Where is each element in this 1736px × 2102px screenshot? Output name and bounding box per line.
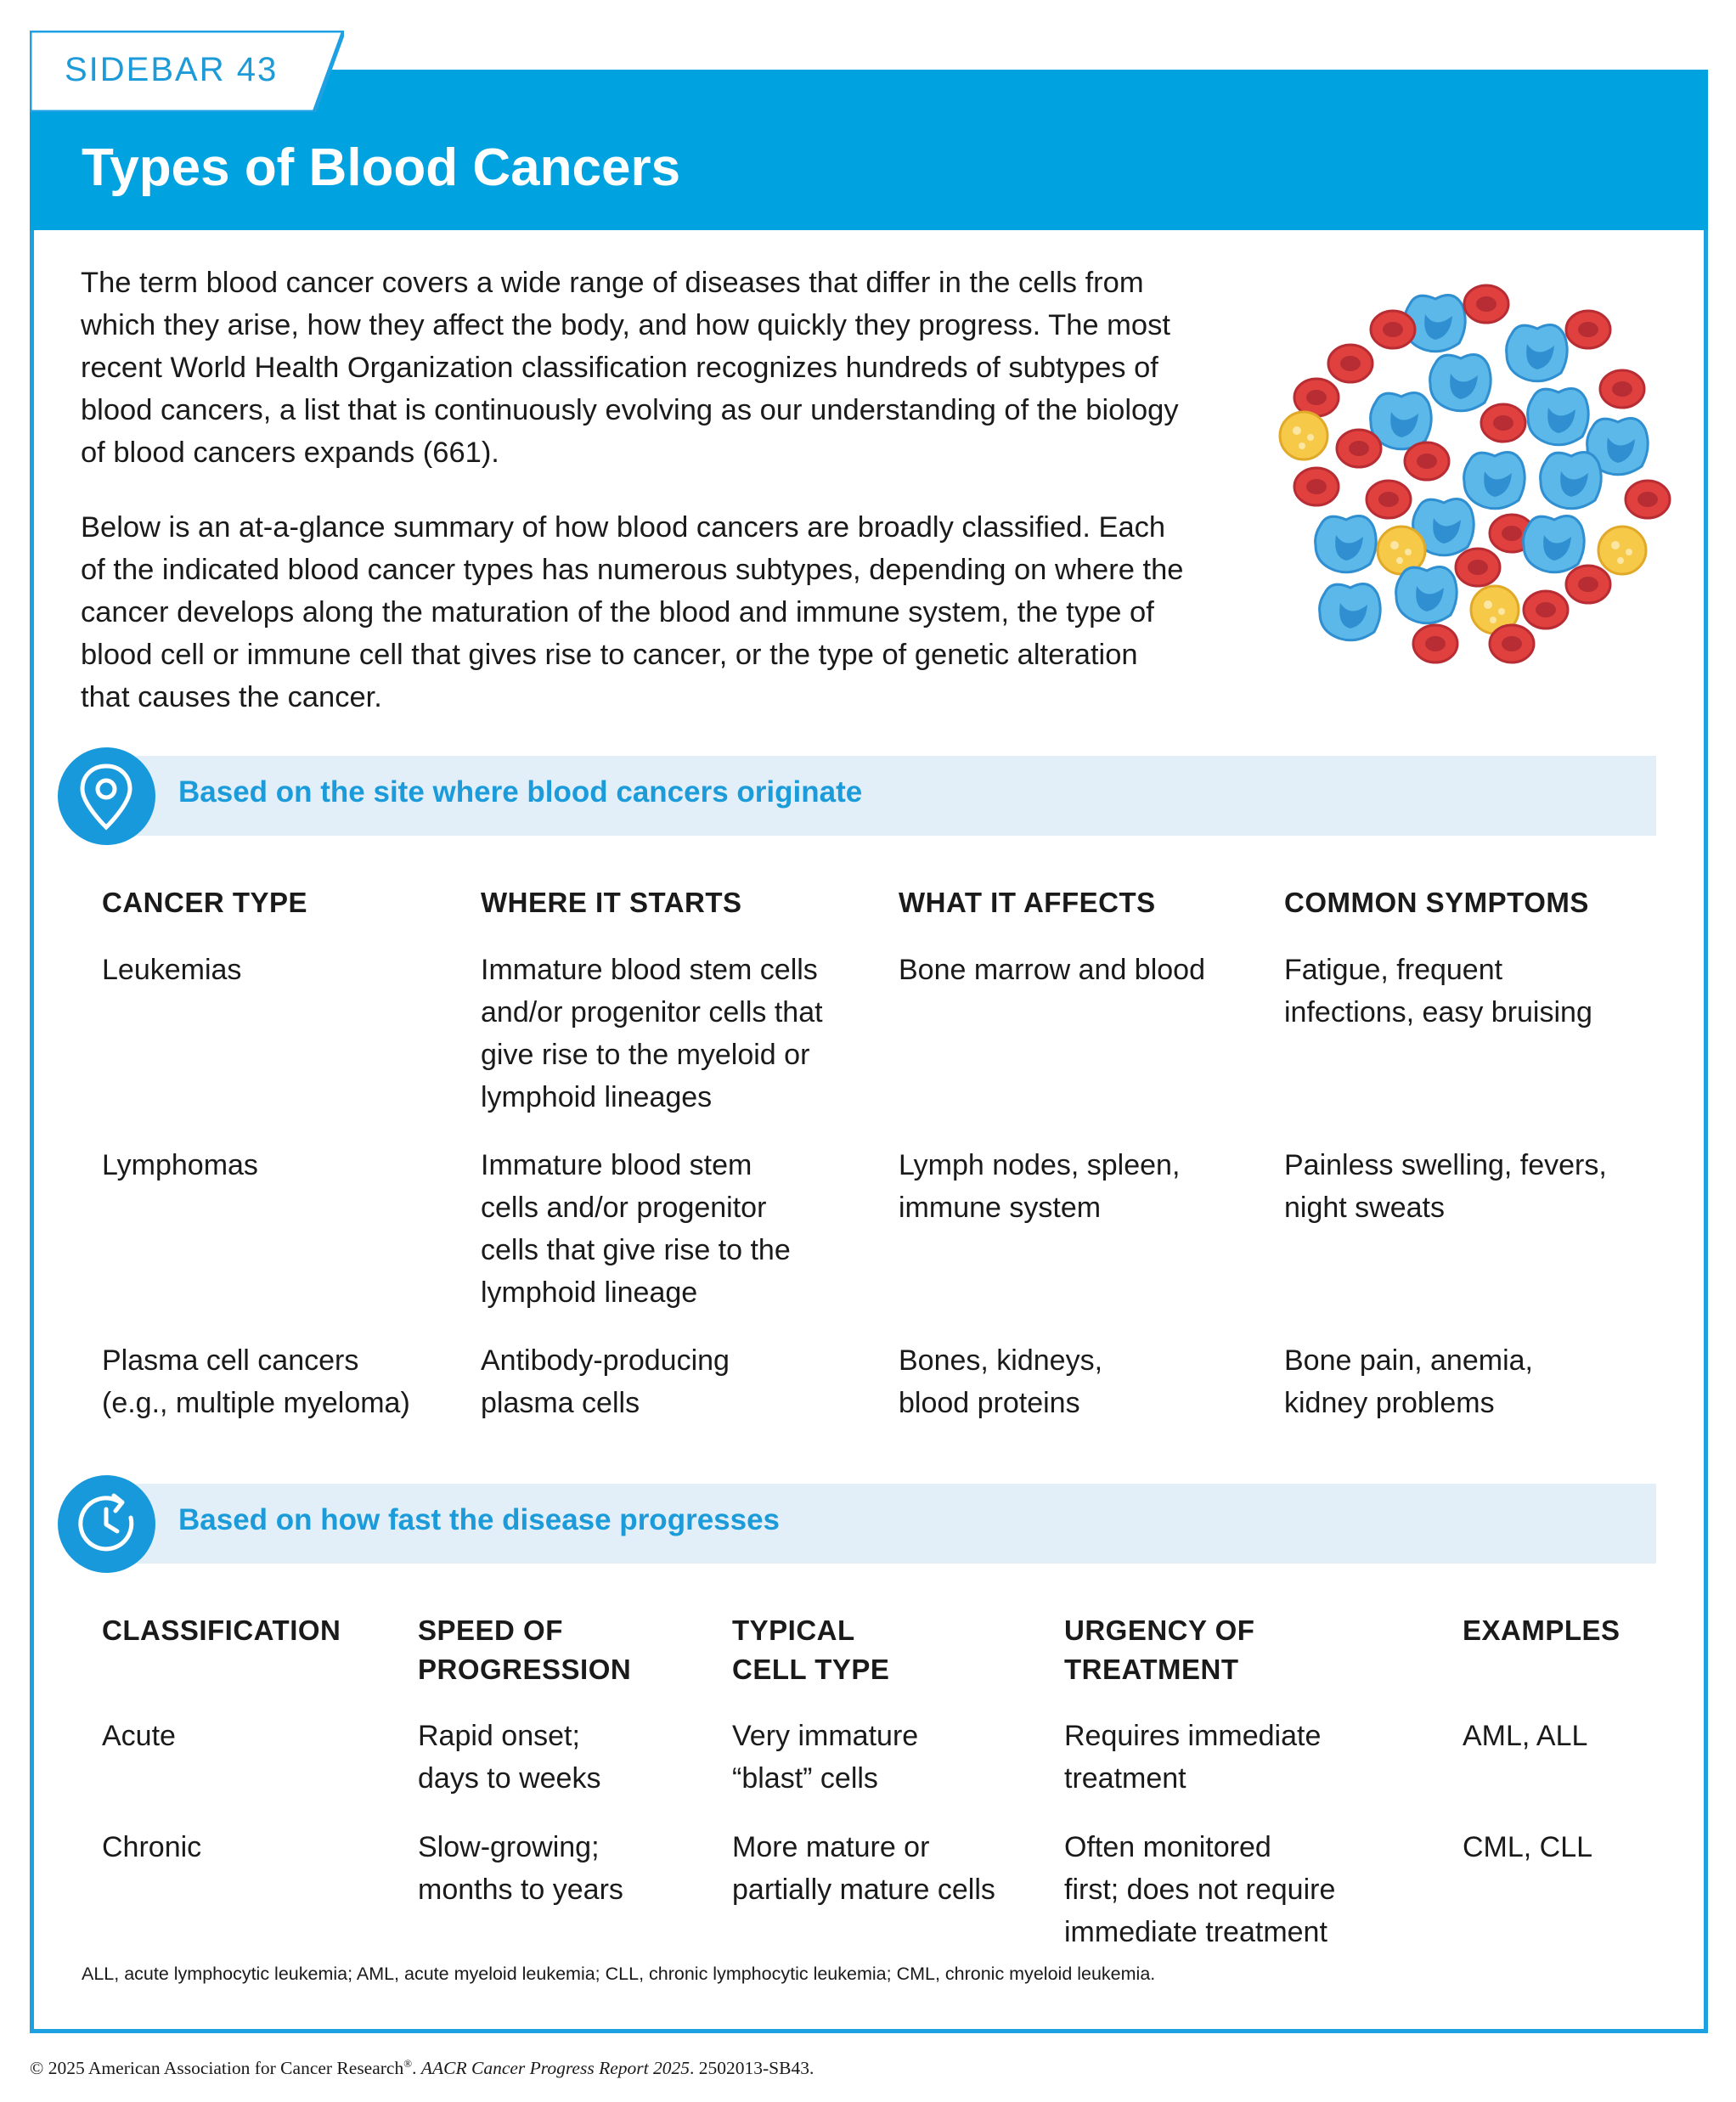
cell-line: days to weeks [418, 1762, 601, 1795]
cell-line: Chronic [102, 1831, 202, 1863]
header-line: SPEED OF [418, 1615, 563, 1646]
blood-cells-illustration [1265, 270, 1673, 678]
col-header-where-it-starts: WHERE IT STARTS [481, 887, 742, 918]
table-cell [899, 1339, 1102, 1424]
header-line: URGENCY OF [1064, 1615, 1255, 1646]
section-2-title: Based on how fast the disease progresses [178, 1503, 781, 1536]
cell-line: lymphoid lineages [481, 1081, 713, 1113]
table-cell [102, 1826, 201, 1868]
cell-line: Immature blood stem [481, 1149, 752, 1181]
intro-line: The term blood cancer covers a wide range of diseases that differ in the cells from [81, 267, 1144, 299]
header-line: CLASSIFICATION [102, 1615, 341, 1646]
cell-line: Slow-growing; [418, 1831, 600, 1863]
registered-mark: ® [403, 2057, 413, 2070]
intro-line: which they arise, how they affect the body, and how quickly they progress. The most [81, 309, 1170, 341]
header-line: PROGRESSION [418, 1654, 632, 1685]
table-cell [481, 1144, 791, 1314]
cell-line: immediate treatment [1064, 1916, 1327, 1948]
intro-line: Below is an at-a-glance summary of how blood cancers are broadly classified. Each [81, 511, 1166, 544]
table-cell [418, 1715, 600, 1800]
sidebar-tag: SIDEBAR 43 [65, 51, 279, 88]
section-1-badge [58, 747, 155, 845]
cell-line: Lymph nodes, spleen, [899, 1149, 1181, 1181]
table-cell [1064, 1826, 1335, 1953]
cell-line: immune system [899, 1192, 1102, 1224]
intro-line: blood cancers, a list that is continuously evolving as our understanding of the biology [81, 394, 1179, 426]
cell-line: Requires immediate [1064, 1720, 1322, 1752]
footnote: ALL, acute lymphocytic leukemia; AML, acute myeloid leukemia; CLL, chronic lymphocytic leukemia; CML, chronic myeloid leukemia. [82, 1964, 1156, 1984]
cell-line: Lymphomas [102, 1149, 258, 1181]
cell-line: Immature blood stem cells [481, 954, 818, 986]
header-line: TREATMENT [1064, 1654, 1239, 1685]
clock-icon [58, 1475, 155, 1573]
header-line: EXAMPLES [1463, 1615, 1620, 1646]
cell-line: More mature or [732, 1831, 930, 1863]
table-cell [1463, 1715, 1587, 1757]
table-cell [732, 1715, 918, 1800]
cell-line: Very immature [732, 1720, 919, 1752]
cell-line: “blast” cells [732, 1762, 878, 1795]
cell-line: Rapid onset; [418, 1720, 580, 1752]
table-cell [102, 949, 241, 991]
col-header-common-symptoms: COMMON SYMPTOMS [1284, 887, 1589, 918]
table-cell [1064, 1715, 1321, 1800]
header-line: TYPICAL [732, 1615, 855, 1646]
cell-line: Bones, kidneys, [899, 1344, 1103, 1377]
col-header-speed [418, 1611, 631, 1689]
cell-line: Antibody-producing [481, 1344, 730, 1377]
table-cell [481, 1339, 730, 1424]
intro-line: of the indicated blood cancer types has numerous subtypes, depending on where the [81, 554, 1184, 586]
cell-line: plasma cells [481, 1387, 640, 1419]
cell-line: Plasma cell cancers [102, 1344, 359, 1377]
cell-line: Leukemias [102, 954, 242, 986]
col-header-what-it-affects: WHAT IT AFFECTS [899, 887, 1156, 918]
cell-line: (e.g., multiple myeloma) [102, 1387, 410, 1419]
cell-line: AML, ALL [1463, 1720, 1588, 1752]
location-pin-icon [58, 747, 155, 845]
intro-line: cancer develops along the maturation of the blood and immune system, the type of [81, 596, 1154, 628]
report-title: AACR Cancer Progress Report 2025 [420, 2058, 690, 2079]
cell-line: partially mature cells [732, 1874, 995, 1906]
table-cell [732, 1826, 995, 1911]
cell-line: and/or progenitor cells that [481, 996, 823, 1028]
cell-line: kidney problems [1284, 1387, 1495, 1419]
cell-line: infections, easy bruising [1284, 996, 1592, 1028]
copyright [30, 2057, 814, 2079]
cell-line: Acute [102, 1720, 176, 1752]
cell-line: blood proteins [899, 1387, 1080, 1419]
copyright-suffix: . 2502013-SB43. [689, 2058, 814, 2079]
intro-line: blood cell or immune cell that gives rise to cancer, or the type of genetic alteration [81, 639, 1138, 671]
table-cell [1284, 1144, 1607, 1229]
intro-line: of blood cancers expands (661). [81, 437, 499, 469]
table-cell [102, 1144, 258, 1186]
cell-line: night sweats [1284, 1192, 1445, 1224]
cell-line: months to years [418, 1874, 623, 1906]
section-2-badge [58, 1475, 155, 1573]
col-header-cell-type [732, 1611, 889, 1689]
cell-line: Fatigue, frequent [1284, 954, 1503, 986]
cell-line: Often monitored [1064, 1831, 1271, 1863]
table-cell [102, 1715, 176, 1757]
table-cell [899, 949, 1205, 991]
cell-line: Painless swelling, fevers, [1284, 1149, 1607, 1181]
table-cell [1284, 949, 1592, 1034]
copyright-sep: . [412, 2058, 421, 2079]
cell-line: first; does not require [1064, 1874, 1336, 1906]
intro-line: recent World Health Organization classification recognizes hundreds of subtypes of [81, 352, 1158, 384]
col-header-classification [102, 1611, 341, 1650]
col-header-urgency [1064, 1611, 1254, 1689]
cell-line: Bone pain, anemia, [1284, 1344, 1533, 1377]
page-title: Types of Blood Cancers [82, 138, 681, 197]
intro-paragraph-1 [81, 262, 1270, 474]
cell-line: treatment [1064, 1762, 1186, 1795]
table-cell [1463, 1826, 1592, 1868]
cell-line: Bone marrow and blood [899, 954, 1206, 986]
table-cell [102, 1339, 410, 1424]
cell-line: cells that give rise to the [481, 1234, 791, 1266]
table-cell [1284, 1339, 1533, 1424]
header-line: CELL TYPE [732, 1654, 890, 1685]
section-1-title: Based on the site where blood cancers originate [178, 775, 863, 809]
cell-line: lymphoid lineage [481, 1276, 698, 1309]
table-cell [481, 949, 823, 1119]
intro-line: that causes the cancer. [81, 681, 382, 713]
table-cell [418, 1826, 623, 1911]
cell-line: CML, CLL [1463, 1831, 1593, 1863]
col-header-cancer-type: CANCER TYPE [102, 887, 308, 918]
intro-paragraph-2 [81, 506, 1270, 719]
cell-line: give rise to the myeloid or [481, 1039, 810, 1071]
copyright-prefix: © 2025 American Association for Cancer Research [30, 2058, 404, 2079]
cell-line: cells and/or progenitor [481, 1192, 767, 1224]
col-header-examples [1463, 1611, 1620, 1650]
table-cell [899, 1144, 1180, 1229]
